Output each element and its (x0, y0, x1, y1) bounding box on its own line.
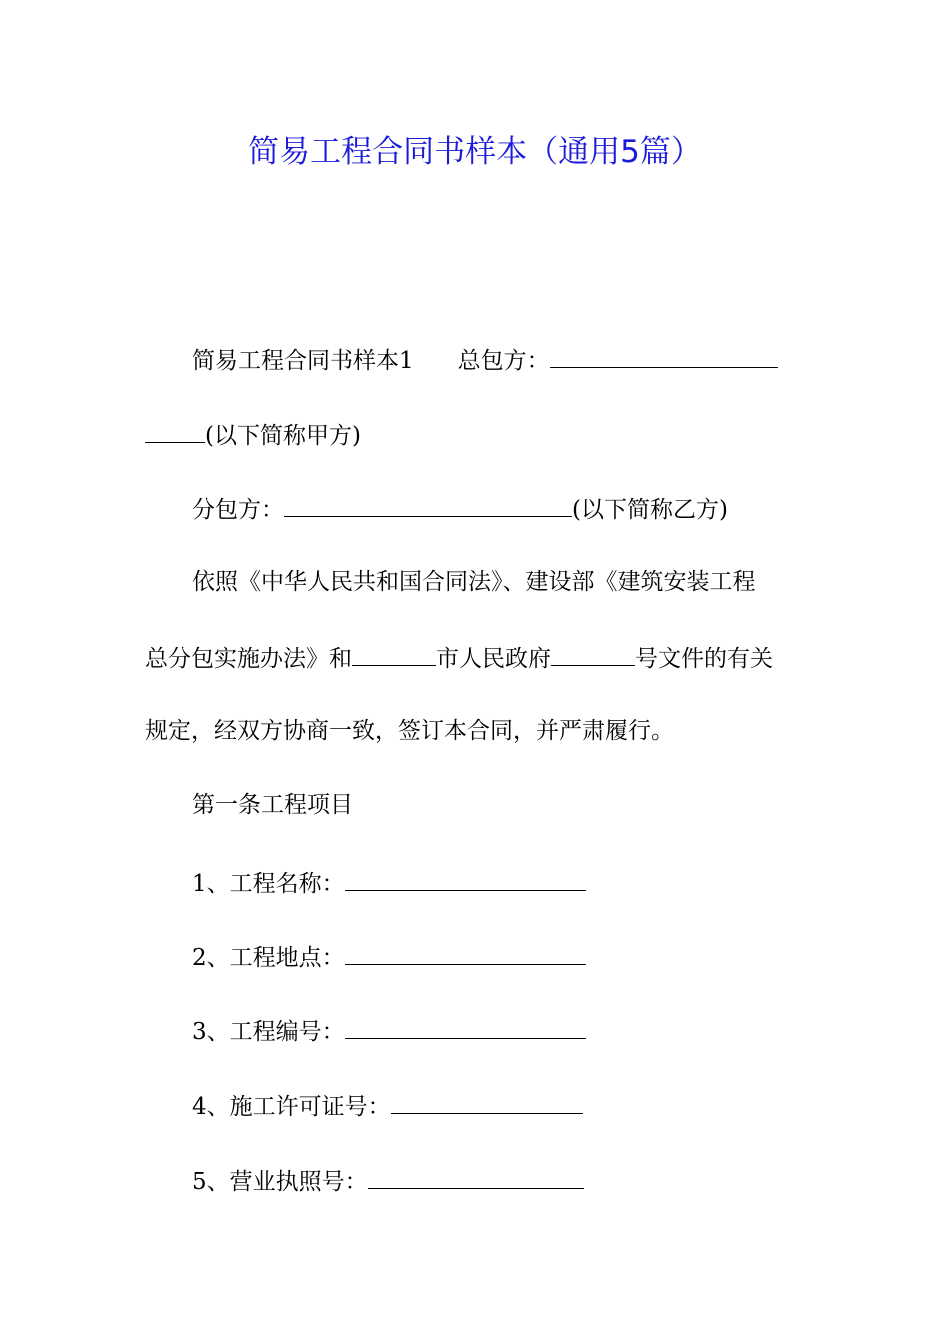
permit-number-label: 4、施工许可证号： (192, 1094, 391, 1120)
preamble-line-1: 依照《中华人民共和国合同法》、建设部《建筑安装工程 (192, 569, 756, 595)
document-title: 简易工程合同书样本（通用5篇） (248, 134, 702, 170)
general-contractor-label: 总包方： (457, 348, 550, 374)
business-license-blank (368, 1162, 584, 1189)
preamble-text-a: 总分包实施办法》和 (145, 646, 352, 672)
project-name-label: 1、工程名称： (192, 871, 345, 897)
project-location-line (192, 938, 857, 976)
project-name-line (192, 864, 857, 902)
city-blank (352, 639, 436, 666)
party-b-note: (以下简称乙方) (572, 497, 728, 523)
article-one-heading: 第一条工程项目 (192, 792, 353, 818)
project-name-blank (345, 864, 586, 891)
business-license-line (192, 1162, 857, 1200)
project-number-blank (345, 1012, 586, 1039)
permit-number-blank (391, 1087, 583, 1114)
subcontractor-blank (284, 490, 572, 517)
contract-heading-line (192, 341, 857, 379)
contract-sample-label: 简易工程合同书样本1 (192, 348, 414, 374)
party-a-line (145, 416, 810, 454)
document-number-blank (551, 639, 635, 666)
preamble-text-c: 号文件的有关 (635, 646, 773, 672)
project-location-label: 2、工程地点： (192, 945, 345, 971)
subcontractor-label: 分包方： (192, 497, 284, 523)
preamble-line-2 (145, 639, 810, 677)
project-location-blank (345, 938, 586, 965)
project-number-label: 3、工程编号： (192, 1019, 345, 1045)
project-number-line (192, 1012, 857, 1050)
party-a-note: (以下简称甲方) (205, 423, 361, 449)
preamble-text-b: 市人民政府 (436, 646, 551, 672)
subcontractor-line (192, 490, 857, 528)
general-contractor-blank-cont (145, 416, 205, 443)
preamble-line-3: 规定，经双方协商一致，签订本合同，并严肃履行。 (145, 718, 674, 744)
permit-number-line (192, 1087, 857, 1125)
business-license-label: 5、营业执照号： (192, 1169, 368, 1195)
general-contractor-blank (550, 341, 778, 368)
